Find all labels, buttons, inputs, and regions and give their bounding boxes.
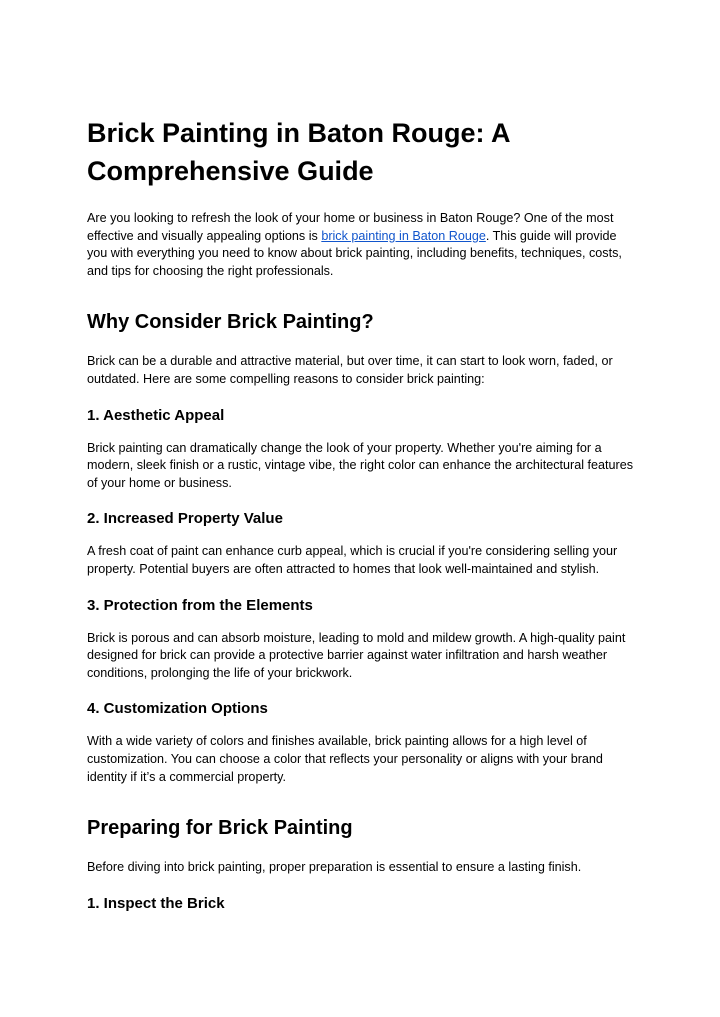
section-body-why: Brick can be a durable and attractive material, but over time, it can start to look worn, faded, or outdated. Here are some compelling reasons to consider brick painting:	[87, 354, 613, 386]
paragraph-aesthetic-appeal: Brick painting can dramatically change the look of your property. Whether you're aiming for a modern, sleek finish or a rustic, vintage vibe, the right color can enhance the architectural features of your home or business.	[87, 440, 634, 490]
section-heading-why: Why Consider Brick Painting?	[87, 311, 374, 334]
section-body-preparing: Before diving into brick painting, proper preparation is essential to ensure a lasting finish.	[87, 860, 582, 875]
intro-text-after-link: . This guide will provide you with everything you need to know about brick painting, including benefits, techniques, costs, and tips for choosing the right professionals.	[87, 228, 622, 278]
subheading-aesthetic-appeal: 1. Aesthetic Appeal	[87, 406, 225, 424]
intro-text-before-link: Are you looking to refresh the look of your home or business in Baton Rouge? One of the most effective and visually appealing options is	[87, 211, 614, 243]
section-heading-preparing: Preparing for Brick Painting	[87, 817, 353, 840]
subheading-customization: 4. Customization Options	[87, 700, 268, 718]
brick-painting-link[interactable]: brick painting in Baton Rouge	[321, 228, 486, 243]
subheading-protection: 3. Protection from the Elements	[87, 596, 313, 614]
intro-paragraph	[87, 210, 640, 280]
paragraph-property-value: A fresh coat of paint can enhance curb appeal, which is crucial if you're considering selling your property. Potential buyers are often attracted to homes that look well-maintained and stylish.	[87, 544, 618, 576]
page-title: Brick Painting in Baton Rouge: A Comprehensive Guide	[87, 118, 510, 186]
paragraph-customization: With a wide variety of colors and finishes available, brick painting allows for a high level of customization. You can choose a color that reflects your personality or aligns with your brand identity if it’s a commercial property.	[87, 734, 603, 784]
subheading-property-value: 2. Increased Property Value	[87, 510, 283, 528]
subheading-inspect-brick: 1. Inspect the Brick	[87, 894, 225, 912]
paragraph-protection: Brick is porous and can absorb moisture, leading to mold and mildew growth. A high-quality paint designed for brick can provide a protective barrier against water infiltration and harsh weather conditions, prolonging the life of your brickwork.	[87, 630, 626, 680]
